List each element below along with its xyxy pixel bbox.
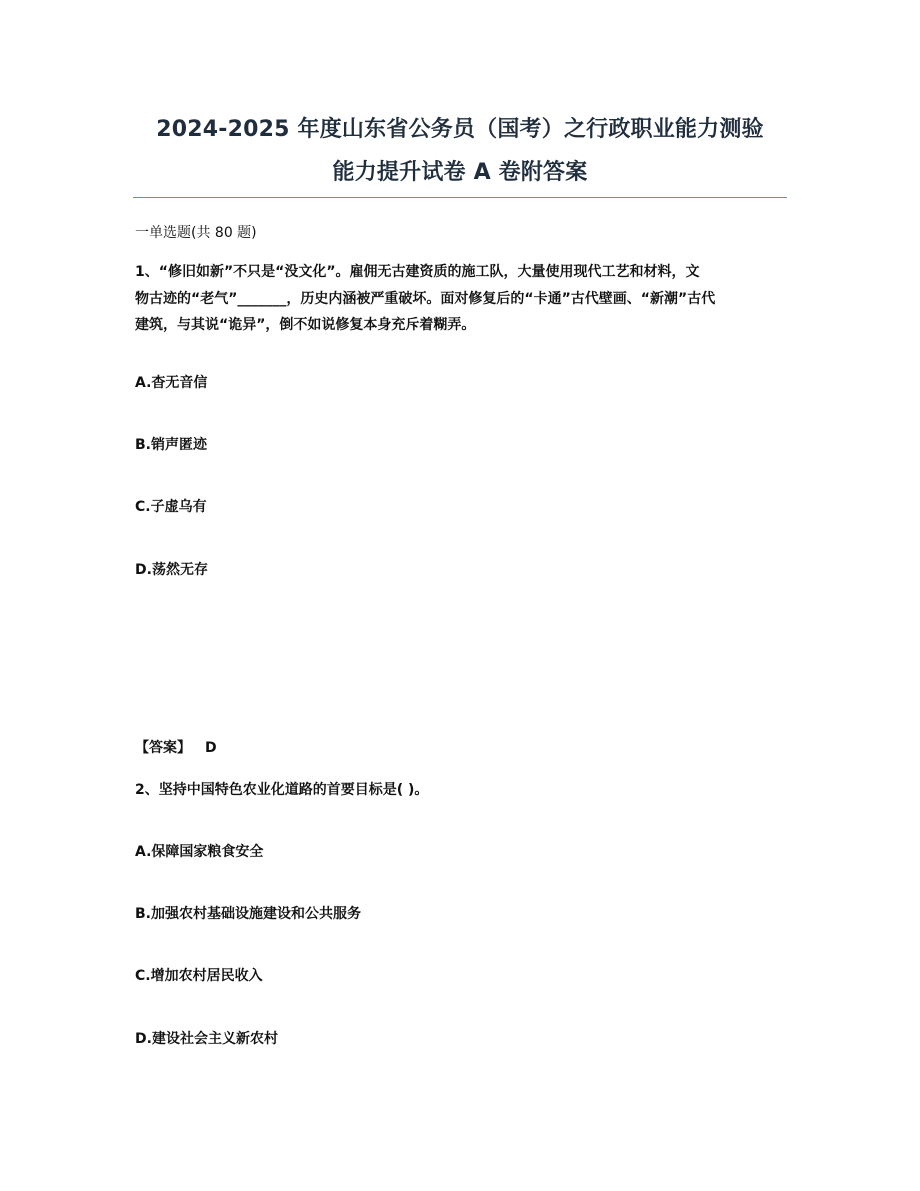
question-2-stem: 2、坚持中国特色农业化道路的首要目标是( )。 xyxy=(135,782,429,798)
answer-label: 【答案】 xyxy=(135,740,191,756)
question-1-stem-line-1: 1、“修旧如新”不只是“没文化”。雇佣无古建资质的施工队，大量使用现代工艺和材料，文 xyxy=(135,264,700,280)
question-1-option-a: A.杳无音信 xyxy=(135,375,208,391)
question-1-option-c: C.子虚乌有 xyxy=(135,499,207,515)
question-1-option-b: B.销声匿迹 xyxy=(135,437,207,453)
title-divider xyxy=(133,197,787,198)
document-title-line-2: 能力提升试卷 A 卷附答案 xyxy=(332,160,588,185)
document-title-line-1: 2024-2025 年度山东省公务员（国考）之行政职业能力测验 xyxy=(156,117,764,142)
question-1-stem-line-3: 建筑，与其说“诡异”，倒不如说修复本身充斥着糊弄。 xyxy=(135,317,476,333)
question-2-option-a: A.保障国家粮食安全 xyxy=(135,844,264,860)
question-2-option-c: C.增加农村居民收入 xyxy=(135,968,263,984)
question-1-stem-line-2: 物古迹的“老气”_______，历史内涵被严重破坏。面对修复后的“卡通”古代壁画、“新潮”古代 xyxy=(135,291,716,307)
question-1-option-d: D.荡然无存 xyxy=(135,562,208,578)
answer-value: D xyxy=(205,740,217,756)
question-2-option-d: D.建设社会主义新农村 xyxy=(135,1031,278,1047)
section-label: 一单选题(共 80 题) xyxy=(135,225,257,241)
question-2-option-b: B.加强农村基础设施建设和公共服务 xyxy=(135,906,361,922)
question-1-answer xyxy=(135,738,790,758)
